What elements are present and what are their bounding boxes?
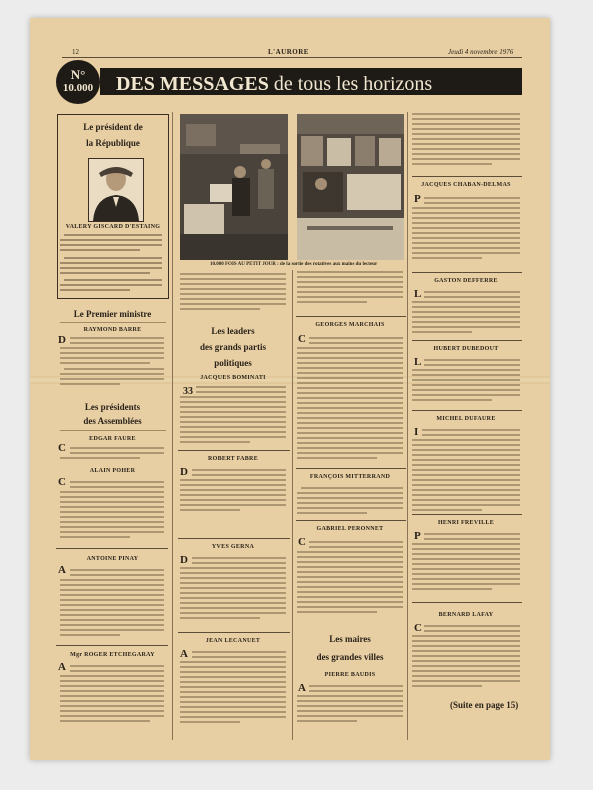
etchegaray-name: Mgr ROGER ETCHEGARAY — [70, 652, 155, 658]
dropcap: I — [414, 426, 419, 438]
pinay-text-lines — [60, 568, 166, 640]
dropcap: A — [180, 648, 188, 660]
column-divider — [407, 112, 408, 740]
dropcap: P — [414, 530, 421, 542]
newspaper-name: L'AURORE — [268, 48, 309, 56]
premier-heading: Le Premier ministre — [73, 309, 152, 319]
baudis-name: PIERRE BAUDIS — [324, 672, 376, 678]
rule — [412, 176, 522, 177]
marchais-name: GEORGES MARCHAIS — [315, 322, 385, 328]
rule — [412, 340, 522, 341]
lafay-text-lines — [412, 624, 522, 694]
fabre-text-lines — [180, 468, 288, 514]
barre-text-lines — [60, 336, 166, 390]
dropcap: P — [414, 193, 421, 205]
lecanuet-text-lines — [180, 650, 288, 726]
dropcap-number: 33 — [183, 386, 193, 397]
rule — [296, 316, 406, 317]
rule — [56, 548, 168, 549]
frevill-name: HENRI FREVILLE — [437, 520, 495, 526]
dropcap: D — [180, 466, 188, 478]
press-photo-scene — [180, 114, 288, 260]
faure-name: EDGAR FAURE — [89, 436, 136, 442]
president-heading-2: la République — [86, 138, 140, 148]
dropcap: D — [58, 334, 66, 346]
president-heading-1: Le président de — [83, 122, 143, 132]
mitterrand-text-lines — [297, 486, 405, 518]
dropcap: L — [414, 356, 422, 368]
rule — [296, 520, 406, 521]
dufaure-name: MICHEL DUFAURE — [436, 416, 496, 422]
gerna-name: YVES GERNA — [211, 544, 255, 550]
assemblees-heading-2: des Assemblées — [83, 416, 142, 426]
rule — [412, 602, 522, 603]
column-divider — [172, 112, 173, 740]
headline — [116, 73, 432, 96]
assemblees-heading-1: Les présidents — [84, 402, 141, 412]
dropcap: D — [180, 554, 188, 566]
headline-rest: de tous les horizons — [268, 73, 433, 95]
rule — [296, 468, 406, 469]
center-intro-lines — [180, 272, 288, 314]
header-rule — [62, 57, 522, 58]
barre-name: RAYMOND BARRE — [83, 327, 142, 333]
portrait-figure — [89, 159, 143, 221]
dropcap: A — [58, 661, 66, 673]
partis-heading-2: des grands partis — [199, 342, 266, 352]
badge-number: 10.000 — [62, 82, 94, 94]
newsstand-photo-scene — [297, 114, 404, 260]
marchais-text-lines — [297, 336, 405, 466]
president-name: VALERY GISCARD D'ESTAING — [65, 224, 161, 230]
issue-badge — [56, 60, 100, 104]
poher-name: ALAIN POHER — [89, 468, 136, 474]
dropcap: L — [414, 288, 422, 300]
gerna-text-lines — [180, 556, 288, 626]
lecanuet-name: JEAN LECANUET — [205, 638, 261, 644]
right-intro-lines — [412, 112, 522, 172]
rule — [60, 430, 166, 431]
badge-label: N° — [70, 67, 86, 82]
newsstand-photo — [297, 114, 404, 260]
dropcap: C — [58, 442, 66, 454]
rule — [412, 514, 522, 515]
bominati-text-lines — [180, 384, 288, 450]
president-portrait — [88, 158, 144, 222]
poher-text-lines — [60, 480, 166, 542]
continuation-note: (Suite en page 15) — [450, 700, 519, 710]
rule — [178, 538, 290, 539]
dropcap: A — [298, 682, 306, 694]
dropcap: C — [298, 333, 306, 345]
chaban-name: JACQUES CHABAN-DELMAS — [421, 182, 511, 188]
partis-heading-1: Les leaders — [211, 326, 255, 336]
peronnet-text-lines — [297, 540, 405, 622]
dropcap: A — [58, 564, 66, 576]
baudis-text-lines — [297, 684, 405, 726]
faure-text-lines — [60, 446, 166, 464]
headline-main: DES MESSAGES — [116, 73, 269, 95]
marchais-intro-lines — [297, 270, 405, 310]
president-text-lines — [60, 232, 166, 292]
dufaure-text-lines — [412, 428, 522, 518]
issue-date: Jeudi 4 novembre 1976 — [448, 48, 514, 56]
bominati-name: JACQUES BOMINATI — [200, 375, 266, 381]
dropcap: C — [414, 622, 422, 634]
column-divider — [292, 270, 293, 740]
pinay-name: ANTOINE PINAY — [86, 556, 139, 562]
chaban-text-lines — [412, 196, 522, 268]
etchegaray-text-lines — [60, 664, 166, 726]
defferre-name: GASTON DEFFERRE — [434, 278, 498, 284]
maires-heading-1: Les maires — [329, 634, 371, 644]
photo-caption: 10.000 FOIS AU PETIT JOUR : de la sortie des rotatives aux mains du lecteur — [210, 262, 378, 267]
rule — [412, 272, 522, 273]
maires-heading-2: des grandes villes — [316, 652, 384, 662]
partis-heading-3: politiques — [214, 358, 252, 368]
mitterrand-name: FRANÇOIS MITTERRAND — [309, 474, 391, 480]
dubedout-name: HUBERT DUBEDOUT — [433, 346, 499, 352]
fabre-name: ROBERT FABRE — [207, 456, 258, 462]
rule — [178, 632, 290, 633]
rule — [178, 450, 290, 451]
frevill-text-lines — [412, 532, 522, 598]
dubedout-text-lines — [412, 358, 522, 408]
defferre-text-lines — [412, 290, 522, 336]
lafay-name: BERNARD LAFAY — [438, 612, 494, 618]
peronnet-name: GABRIEL PERONNET — [316, 526, 384, 532]
rule — [412, 410, 522, 411]
rule — [56, 645, 168, 646]
rule — [60, 322, 166, 323]
dropcap: C — [298, 536, 306, 548]
page-number: 12 — [72, 48, 79, 56]
press-photo — [180, 114, 288, 260]
dropcap: C — [58, 476, 66, 488]
